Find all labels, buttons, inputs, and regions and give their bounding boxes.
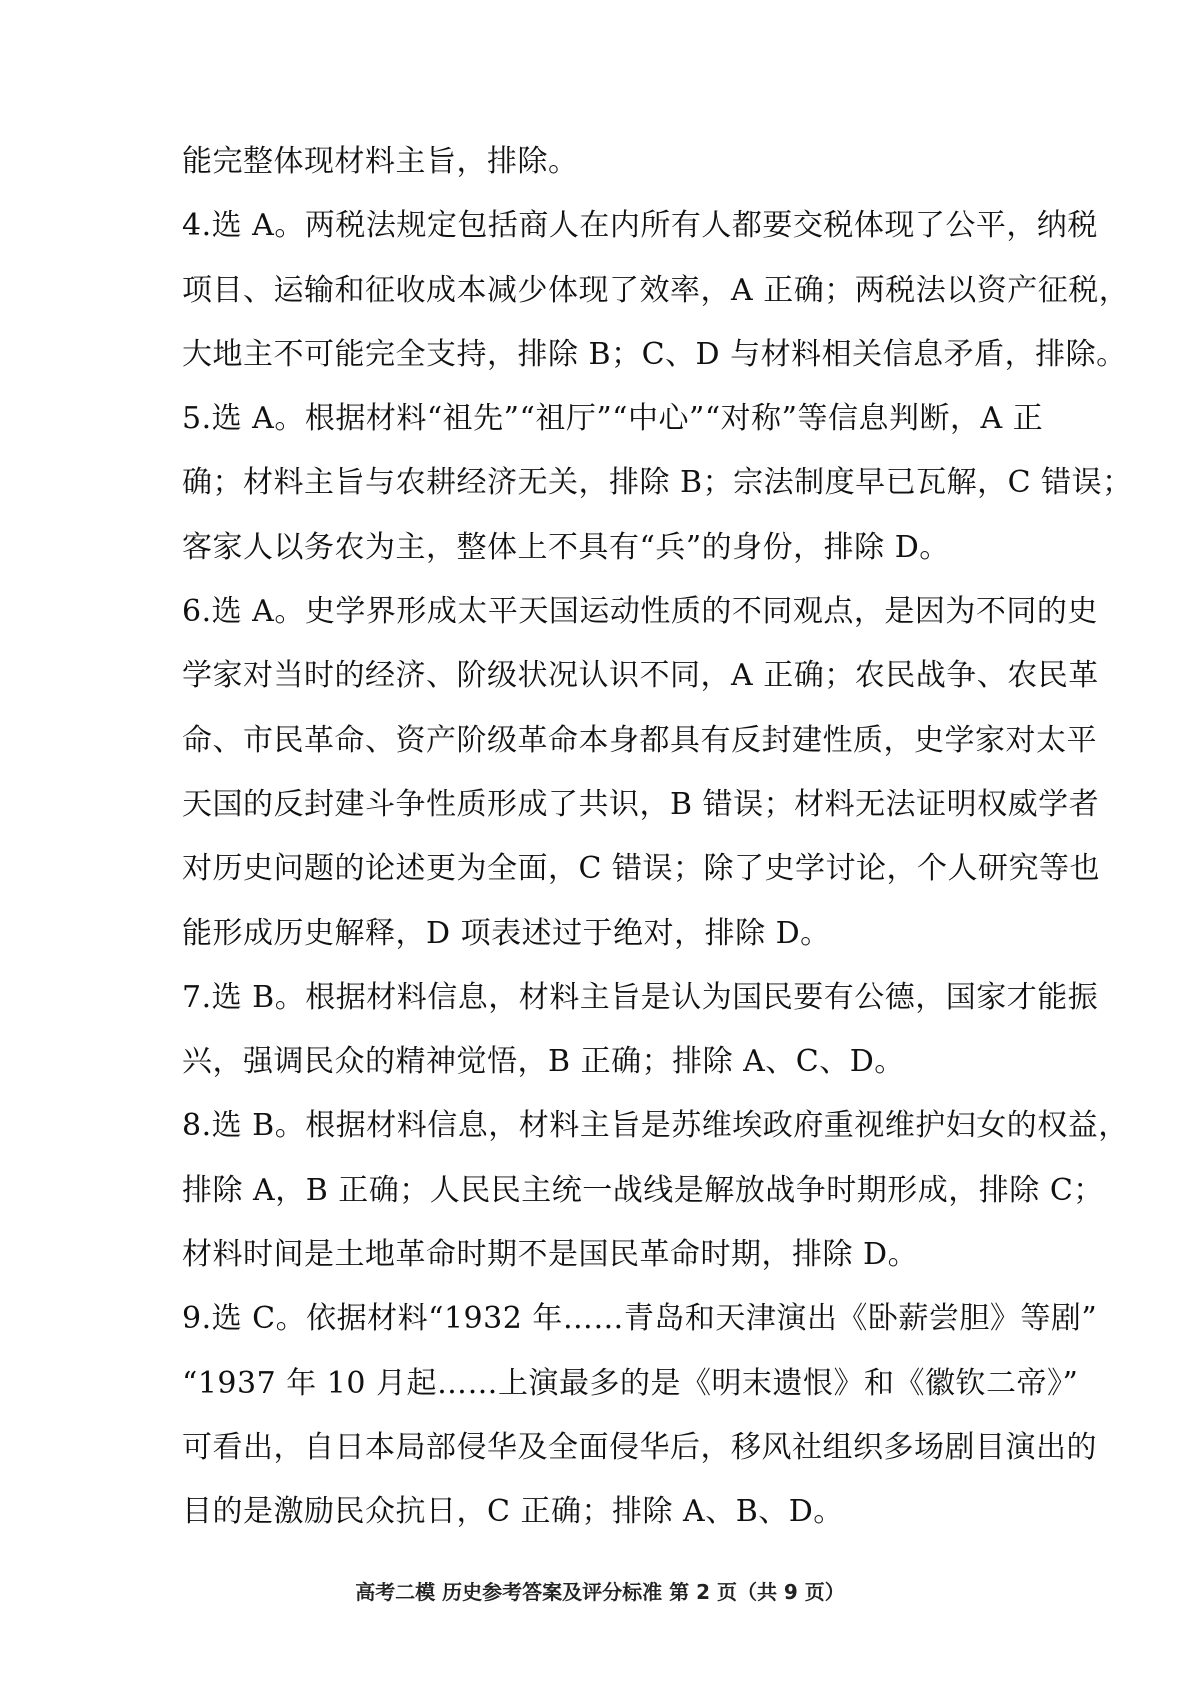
- text-line: 材料时间是土地革命时期不是国民革命时期，排除 D。: [182, 1237, 919, 1273]
- text-line: 8.选 B。根据材料信息，材料主旨是苏维埃政府重视维护妇女的权益，: [182, 1108, 1129, 1144]
- text-line: 可看出，自日本局部侵华及全面侵华后，移风社组织多场剧目演出的: [182, 1429, 1097, 1465]
- text-line: 对历史问题的论述更为全面，C 错误；除了史学讨论，个人研究等也: [182, 851, 1100, 887]
- text-line: 7.选 B。根据材料信息，材料主旨是认为国民要有公德，国家才能振: [182, 979, 1099, 1015]
- text-line: 学家对当时的经济、阶级状况认识不同，A 正确；农民战争、农民革: [182, 658, 1099, 694]
- text-line: 项目、运输和征收成本减少体现了效率，A 正确；两税法以资产征税，: [182, 272, 1130, 308]
- text-line: 目的是激励民众抗日，C 正确；排除 A、B、D。: [182, 1494, 844, 1530]
- text-line: 5.选 A。根据材料“祖先”“祖厅”“中心”“对称”等信息判断，A 正: [182, 401, 1044, 437]
- text-line: 天国的反封建斗争性质形成了共识，B 错误；材料无法证明权威学者: [182, 786, 1100, 822]
- answer-text-body: [182, 130, 1133, 1545]
- text-line: 兴，强调民众的精神觉悟，B 正确；排除 A、C、D。: [182, 1044, 905, 1080]
- text-line: 能完整体现材料主旨，排除。: [182, 144, 579, 179]
- text-line: 确；材料主旨与农耕经济无关，排除 B；宗法制度早已瓦解，C 错误；: [182, 465, 1133, 501]
- text-line: 9.选 C。依据材料“1932 年……青岛和天津演出《卧薪尝胆》等剧”: [182, 1301, 1098, 1337]
- page-footer: 高考二模 历史参考答案及评分标准 第 2 页（共 9 页）: [355, 1580, 845, 1604]
- text-line: 6.选 A。史学界形成太平天国运动性质的不同观点，是因为不同的史: [182, 594, 1098, 630]
- text-line: 大地主不可能完全支持，排除 B；C、D 与材料相关信息矛盾，排除。: [182, 336, 1127, 372]
- text-line: 能形成历史解释，D 项表述过于绝对，排除 D。: [182, 915, 831, 951]
- text-line: 客家人以务农为主，整体上不具有“兵”的身份，排除 D。: [182, 529, 950, 565]
- text-line: 4.选 A。两税法规定包括商人在内所有人都要交税体现了公平，纳税: [182, 208, 1098, 244]
- text-line: “1937 年 10 月起……上演最多的是《明末遗恨》和《徽钦二帝》”: [182, 1365, 1079, 1401]
- text-line: 排除 A，B 正确；人民民主统一战线是解放战争时期形成，排除 C；: [182, 1172, 1104, 1208]
- text-line: 命、市民革命、资产阶级革命本身都具有反封建性质，史学家对太平: [182, 722, 1097, 758]
